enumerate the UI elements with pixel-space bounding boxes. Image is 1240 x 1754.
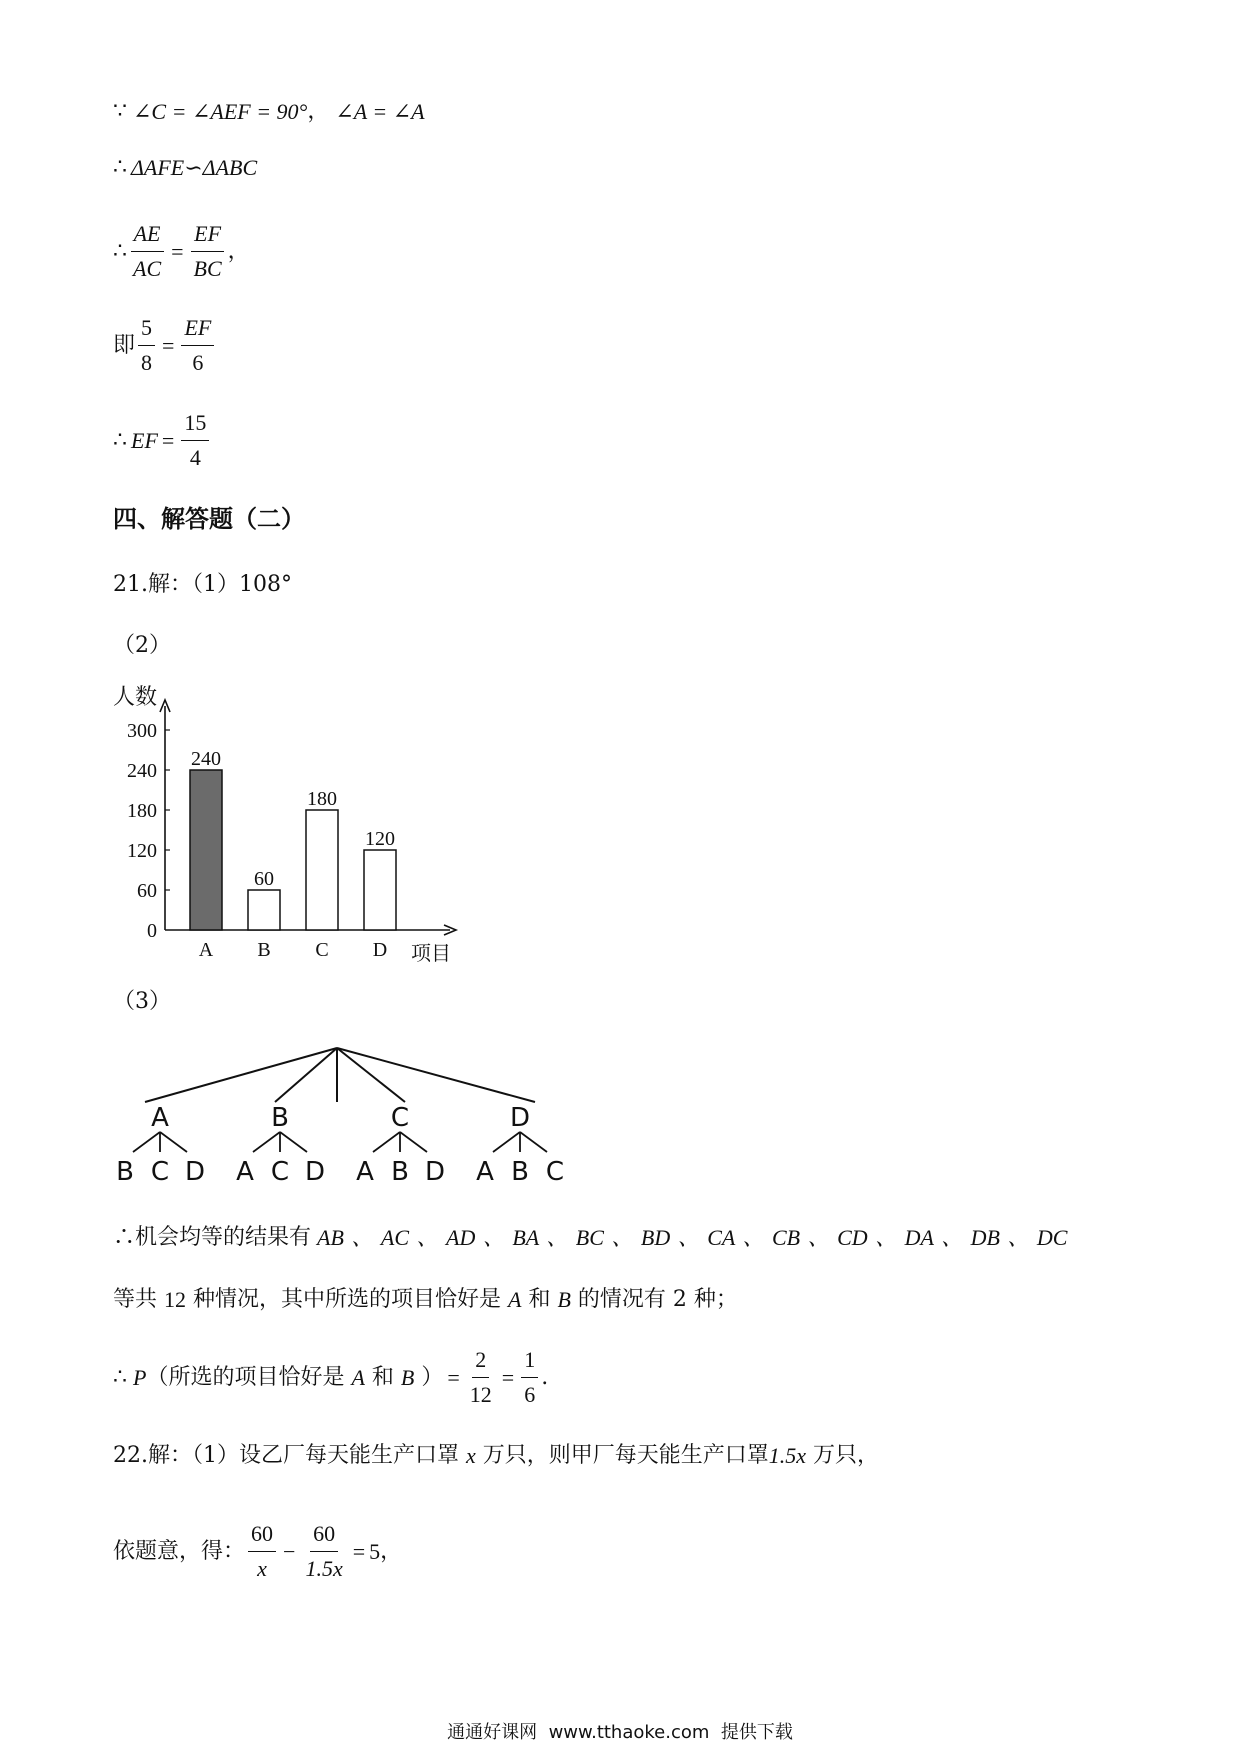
tree-leaf-a-b: B [116,1157,134,1187]
y-tick-label: 60 [137,880,157,902]
tree-leaf-a-d: D [184,1157,206,1187]
tree-edge-c-a [373,1132,400,1152]
tree-edge-root-c [337,1048,405,1102]
ef-value: $\frac{15}{4}$ [181,408,209,473]
tree-leaf-d-b: B [511,1157,529,1187]
page-footer: 通通好课网 www.tthaoke.com 提供下载 [447,1722,793,1743]
tree-leaf-c-d: D [424,1157,446,1187]
section-heading: 四、解答题（二） [113,505,305,533]
tree-node-b: B [271,1103,289,1133]
fraction-60-x: $\frac{60}{x}$ [248,1519,276,1584]
separator: ， [307,99,330,124]
q21-part1: 21.解：（1）108° [113,572,292,597]
tree-edge-root-a [145,1048,337,1102]
therefore-symbol: ∴ [113,427,127,453]
tree-leaf-c-b: B [391,1157,409,1187]
angle-equation-2: ∠A = ∠A [335,99,425,124]
x-tick-label: C [315,939,329,961]
tree-edge-c-d [400,1132,427,1152]
case-count: 12 [164,1287,186,1312]
x-tick-label: D [372,939,388,961]
tree-leaf-b-c: C [270,1157,290,1187]
bar-b [248,890,280,930]
bar-data-label: 180 [307,788,337,810]
tree-edge-d-a [493,1132,520,1152]
tree-leaf-c-a: A [356,1157,374,1187]
tree-leaf-d-a: A [476,1157,494,1187]
bar-data-label: 60 [254,868,274,890]
therefore-symbol: ∴ [113,238,127,264]
tree-edge-a-b [133,1132,160,1152]
bar-chart-svg [105,680,465,970]
q21-part2-label: （2） [113,633,171,658]
x-tick-label: A [198,939,214,961]
tree-edge-b-d [280,1132,307,1152]
prob-fraction-2-12: $\frac{2}{12}$ [469,1347,492,1407]
y-tick-label: 240 [127,760,157,782]
bar-data-label: 240 [191,748,221,770]
proof-line-4: 即 $\frac{5}{8}$ = $\frac{EF}{6}$ [113,313,217,378]
tree-leaf-a-c: C [150,1157,170,1187]
x-axis-label: 项目 [411,941,451,965]
bar-chart [105,680,465,974]
outcomes-line [113,1222,1067,1254]
tree-edge-d-c [520,1132,547,1152]
bar-data-label: 120 [365,828,395,850]
tree-node-c: C [390,1103,410,1133]
outcomes-prefix: ∴机会均等的结果有 [113,1225,312,1250]
namely-text: 即 [113,332,136,358]
ratio-5-8: $\frac{5}{8}$ [138,313,155,378]
tree-leaf-b-a: A [236,1157,254,1187]
ratio-ef-bc: $\frac{EF}{BC}$ [191,219,225,284]
angle-equation: ∠C = ∠AEF = 90° [133,99,308,124]
similarity-statement: ΔAFE∽ΔABC [131,155,258,180]
tree-leaf-b-d: D [304,1157,326,1187]
y-tick-label: 0 [147,920,157,942]
tree-node-a: A [151,1103,169,1133]
x-tick-label: B [257,939,271,961]
tree-diagram-svg [105,1040,595,1190]
proof-line-2 [113,152,257,184]
tree-edge-b-a [253,1132,280,1152]
q21-part3-label: （3） [113,989,171,1014]
ef-label: EF [131,427,158,453]
probability-p: P [133,1364,147,1390]
q22-line1: 22.解：（1）设乙厂每天能生产口罩 x 万只，则甲厂每天能生产口罩 1.5x 万只， [113,1443,880,1468]
therefore-symbol: ∴ [113,155,127,180]
tree-edge-a-d [160,1132,187,1152]
tree-diagram [105,1040,595,1194]
fraction-60-1-5x: $\frac{60}{1.5x}$ [305,1521,343,1581]
ratio-ae-ac: $\frac{AE}{AC}$ [130,219,164,284]
tree-leaf-d-c: C [545,1157,565,1187]
proof-line-5: ∴ EF = $\frac{15}{4}$ [113,408,212,473]
prob-fraction-1-6: $\frac{1}{6}$ [521,1345,538,1410]
proof-line-1 [113,96,425,128]
because-symbol: ∵ [113,99,127,124]
y-tick-label: 120 [127,840,157,862]
bar-d [364,850,396,930]
bar-a [190,770,222,930]
bar-c [306,810,338,930]
probability-line: ∴ P （所选的项目恰好是 A 和 B ） = $\frac{2}{12}$ = $\frac{1}{6}$ . [113,1345,548,1410]
summary-line: 等共 12 种情况，其中所选的项目恰好是 A 和 B 的情况有 2 种； [113,1284,738,1316]
y-tick-label: 180 [127,800,157,822]
outcomes-list: AB 、 AC 、 AD 、 BA 、 BC 、 BD 、 CA 、 CB 、 CD 、 DA 、 DB 、 DC [317,1225,1068,1250]
tree-edge-root-d [337,1048,535,1102]
y-axis-label: 人数 [113,685,158,710]
tree-node-d: D [509,1103,531,1133]
ratio-ef-6: $\frac{EF}{6}$ [181,313,214,378]
q22-line2: 依题意，得： $\frac{60}{x}$ − $\frac{60}{1.5x}$ = 5 ， [113,1519,402,1584]
proof-line-3: ∴ $\frac{AE}{AC}$ = $\frac{EF}{BC}$ ， [113,219,250,284]
y-tick-label: 300 [127,720,157,742]
